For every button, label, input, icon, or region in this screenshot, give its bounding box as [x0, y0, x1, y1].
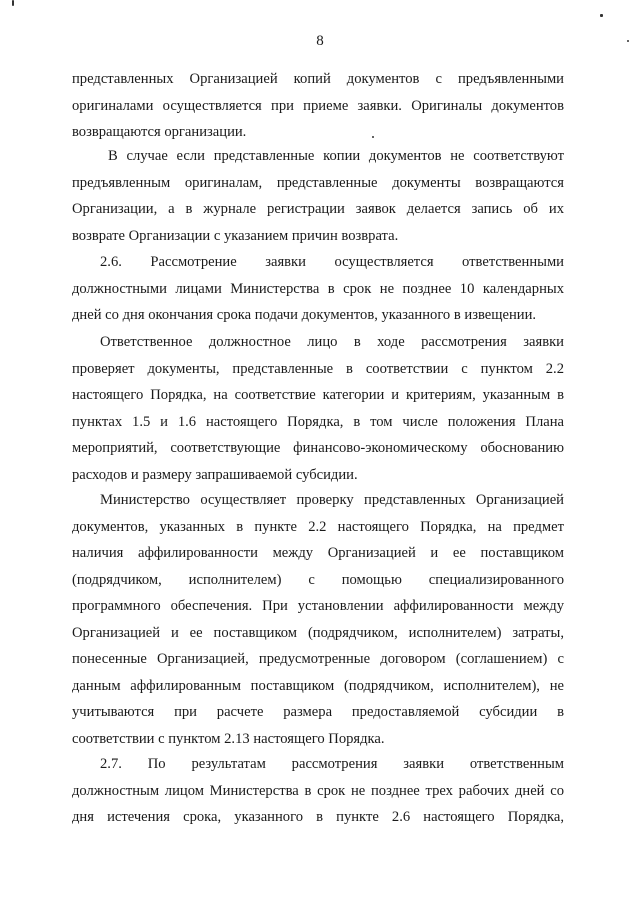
scan-speck — [627, 40, 629, 42]
text-line: расходов и размеру запрашиваемой субсидии. — [72, 466, 358, 483]
text-line: программного обеспечения. При установлении аффилированности между — [72, 598, 564, 614]
text-line: наличия аффилированности между Организацией и ее поставщиком — [72, 545, 564, 561]
scan-speck — [372, 136, 374, 138]
text-line: дней со дня окончания срока подачи документов, указанного в извещении. — [72, 307, 537, 323]
text-line: соответствии с пунктом 2.13 настоящего Порядка. — [72, 730, 385, 747]
text-line: возвращаются организации. — [72, 124, 247, 140]
text-line: Организации, а в журнале регистрации заявок делается запись об их — [72, 201, 564, 217]
text-line: мероприятий, соответствующие финансово-экономическому обоснованию — [72, 440, 564, 456]
text-line: 2.7. По результатам рассмотрения заявки ответственным — [100, 756, 564, 772]
text-line: Министерство осуществляет проверку представленных Организацией — [100, 492, 564, 508]
text-line: должностными лицами Министерства в срок не позднее 10 календарных — [72, 280, 564, 297]
text-line: учитываются при расчете размера предоставляемой субсидии в — [72, 704, 564, 720]
page-number: 8 — [316, 33, 324, 49]
paragraph-affiliation-check — [72, 487, 564, 752]
text-line: понесенные Организацией, предусмотренные договором (соглашением) с — [72, 651, 564, 667]
paragraph-copies-verification — [72, 66, 564, 146]
text-line: оригиналами осуществляется при приеме заявки. Оригиналы документов — [72, 97, 564, 114]
text-line: Организацией и ее поставщиком (подрядчиком, исполнителем) затраты, — [72, 624, 564, 641]
text-line: проверяет документы, представленные в соответствии с пунктом 2.2 — [72, 360, 564, 377]
text-line: возврате Организации с указанием причин возврата. — [72, 227, 399, 244]
text-line: пунктах 1.5 и 1.6 настоящего Порядка, в том числе положения Плана — [72, 413, 564, 430]
text-line: настоящего Порядка, на соответствие категории и критериям, указанным в — [72, 387, 564, 403]
text-line: Ответственное должностное лицо в ходе рассмотрения заявки — [100, 334, 564, 350]
paragraph-section-2-7 — [72, 751, 564, 831]
text-line: В случае если представленные копии документов не соответствуют — [108, 148, 564, 164]
paragraph-responsible-official — [72, 329, 564, 488]
scan-speck — [12, 0, 14, 6]
text-line: данным аффилированным поставщиком (подрядчиком, исполнителем), не — [72, 677, 564, 694]
paragraph-section-2-6 — [72, 249, 564, 329]
text-line: дня истечения срока, указанного в пункте 2.6 настоящего Порядка, — [72, 809, 564, 825]
scan-speck — [600, 14, 603, 17]
text-line: 2.6. Рассмотрение заявки осуществляется ответственными — [100, 254, 564, 270]
text-line: должностным лицом Министерства в срок не позднее трех рабочих дней со — [72, 782, 564, 799]
text-line: представленных Организацией копий документов с предъявленными — [72, 71, 564, 87]
text-line: предъявленным оригиналам, представленные документы возвращаются — [72, 174, 564, 191]
text-line: (подрядчиком, исполнителем) с помощью специализированного — [72, 571, 564, 588]
text-line: документов, указанных в пункте 2.2 настоящего Порядка, на предмет — [72, 518, 564, 535]
paragraph-copies-mismatch — [72, 143, 564, 249]
